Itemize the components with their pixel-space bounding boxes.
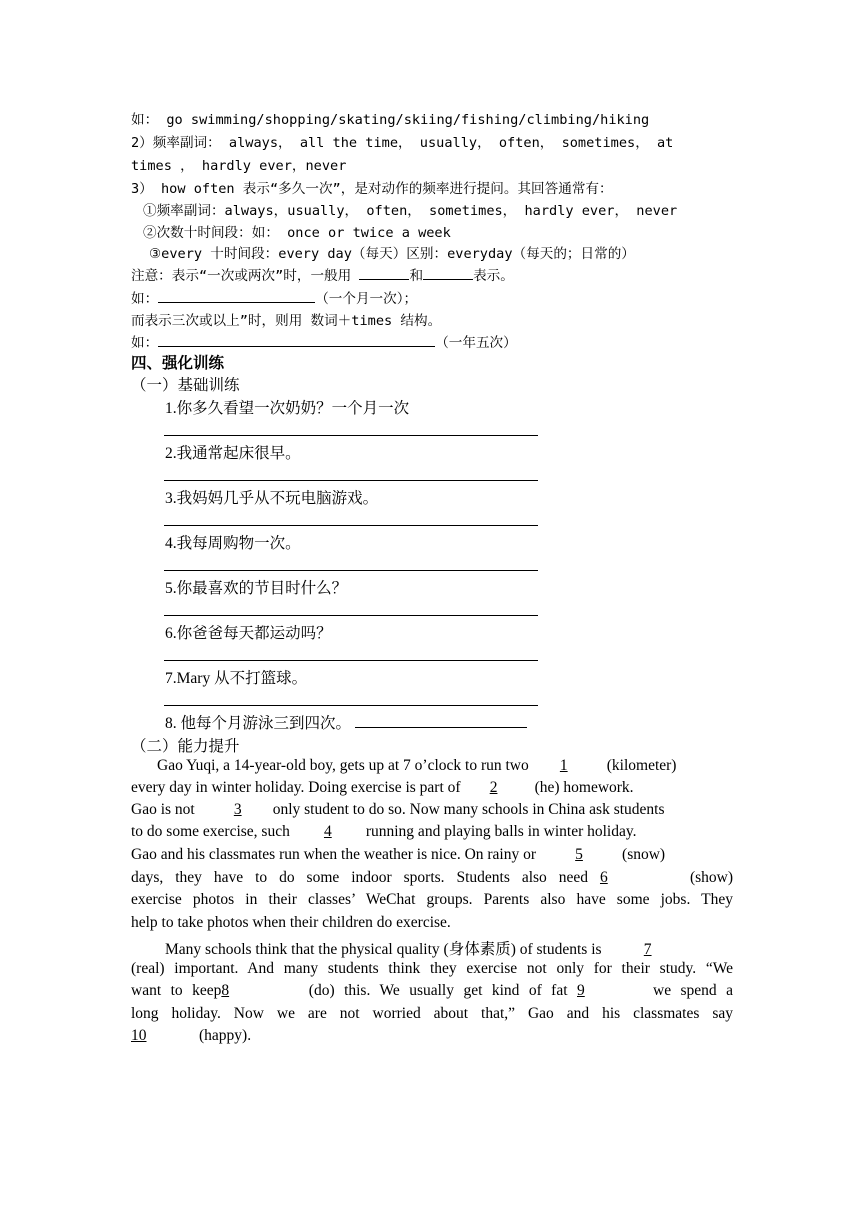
passage-text: Gao Yuqi, a 14-year-old boy, gets up at 7 o’clock to run two — [157, 757, 529, 774]
passage-line-2 — [131, 779, 634, 797]
answer-line-5[interactable] — [164, 615, 538, 616]
passage-text: we spend a — [653, 982, 734, 999]
passage-text: to do some exercise, such — [131, 823, 290, 840]
passage-line-12: long holiday. Now we are not worried about that,” Gao and his classmates say — [131, 1005, 733, 1022]
passage-text: Gao and his classmates run when the weather is nice. On rainy or — [131, 846, 537, 863]
hint-5: (snow) — [622, 846, 666, 863]
question-8-text: 8. 他每个月游泳三到四次。 — [165, 715, 352, 732]
frequency-adverbs-cont: times ， hardly ever，never — [131, 158, 347, 174]
and-text: 和 — [409, 268, 424, 284]
question-1: 1.你多久看望一次奶奶？一个月一次 — [165, 400, 410, 417]
question-7: 7.Mary 从不打篮球。 — [165, 670, 308, 687]
blank-9[interactable]: 9 — [577, 982, 585, 999]
passage-line-5 — [131, 846, 665, 864]
passage-text: every day in winter holiday. Doing exercise is part of — [131, 779, 461, 796]
question-8 — [165, 711, 527, 733]
blank-2[interactable]: 2 — [489, 779, 498, 796]
passage-text: (do) this. We usually get kind of fat — [308, 982, 568, 999]
blank-10[interactable]: 10 — [131, 1027, 147, 1044]
question-5: 5.你最喜欢的节目时什么？ — [165, 580, 348, 597]
passage-line-9 — [165, 937, 652, 959]
blank-five-times-a-year[interactable] — [158, 334, 435, 347]
hint-6: (show) — [689, 869, 733, 886]
blank-6[interactable]: 6 — [599, 869, 608, 886]
part2-title: （二）能力提升 — [131, 738, 240, 755]
answer-line-4[interactable] — [164, 570, 538, 571]
answer-line-1[interactable] — [164, 435, 538, 436]
passage-line-13 — [131, 1027, 251, 1045]
frequency-adverbs-line: 2）频率副词： always， all the time， usually， often， sometimes， at — [131, 135, 674, 151]
answer-type-1: ①频率副词：always，usually， often， sometimes， hardly ever， never — [143, 203, 678, 219]
passage-text: days, they have to do some indoor sports. Students also need — [131, 869, 589, 886]
three-times-note: 而表示三次或以上”时，则用 数词＋times 结构。 — [131, 313, 442, 329]
attention-note — [131, 264, 514, 284]
passage-text: want to keep — [131, 982, 222, 999]
part1-title: （一）基础训练 — [131, 377, 240, 394]
passage-line-3 — [131, 801, 665, 819]
passage-line-11 — [131, 982, 733, 1000]
passage-line-6 — [131, 869, 733, 887]
passage-line-4 — [131, 823, 636, 841]
blank-8[interactable]: 8 — [221, 982, 230, 999]
answer-line-2[interactable] — [164, 480, 538, 481]
question-4: 4.我每周购物一次。 — [165, 535, 301, 552]
hint-10: (happy). — [199, 1027, 252, 1044]
blank-7[interactable]: 7 — [643, 941, 652, 958]
question-6: 6.你爸爸每天都运动吗？ — [165, 625, 332, 642]
example-once-a-month — [131, 287, 417, 307]
question-2: 2.我通常起床很早。 — [165, 445, 301, 462]
passage-text: running and playing balls in winter holiday. — [365, 823, 637, 840]
example-label: 如： — [131, 291, 159, 307]
answer-type-2: ②次数十时间段：如： once or twice a week — [143, 225, 451, 241]
hint-2: (he) homework. — [534, 779, 634, 796]
answer-line-6[interactable] — [164, 660, 538, 661]
passage-line-7: exercise photos in their classes’ WeChat groups. Parents also have some jobs. They — [131, 891, 733, 908]
answer-line-3[interactable] — [164, 525, 538, 526]
how-often-note: 3） how often 表示“多久一次”，是对动作的频率进行提问。其回答通常有： — [131, 181, 613, 197]
answer-type-3: ③every 十时间段：every day（每天）区别：everyday（每天的；日常的） — [149, 246, 635, 262]
blank-once-a-month[interactable] — [158, 290, 315, 303]
blank-1[interactable]: 1 — [559, 757, 568, 774]
attention-end: 表示。 — [473, 268, 514, 284]
hint-1: (kilometer) — [606, 757, 677, 774]
answer-line-8[interactable] — [355, 713, 527, 728]
passage-line-8: help to take photos when their children do exercise. — [131, 914, 451, 931]
section-title: 四、强化训练 — [131, 355, 225, 372]
passage-text: Many schools think that the physical quality (身体素质) of students is — [165, 941, 602, 958]
question-3: 3.我妈妈几乎从不玩电脑游戏。 — [165, 490, 379, 507]
passage-line-10: (real) important. And many students think they exercise not only for their study. “We — [131, 960, 733, 977]
five-times-hint: （一年五次） — [435, 335, 517, 351]
attention-text: 注意：表示“一次或两次”时，一般用 — [131, 268, 360, 284]
example-go-doing: 如： go swimming/shopping/skating/skiing/fishing/climbing/hiking — [131, 112, 650, 128]
blank-once[interactable] — [359, 267, 409, 280]
passage-line-1 — [157, 757, 676, 775]
example-label-2: 如： — [131, 335, 159, 351]
blank-3[interactable]: 3 — [233, 801, 242, 818]
passage-text: Gao is not — [131, 801, 195, 818]
once-a-month-hint: （一个月一次）； — [315, 291, 418, 307]
blank-twice[interactable] — [423, 267, 473, 280]
passage-text: only student to do so. Now many schools in China ask students — [272, 801, 665, 818]
answer-line-7[interactable] — [164, 705, 538, 706]
example-five-times — [131, 331, 517, 351]
blank-4[interactable]: 4 — [323, 823, 332, 840]
blank-5[interactable]: 5 — [575, 846, 583, 863]
